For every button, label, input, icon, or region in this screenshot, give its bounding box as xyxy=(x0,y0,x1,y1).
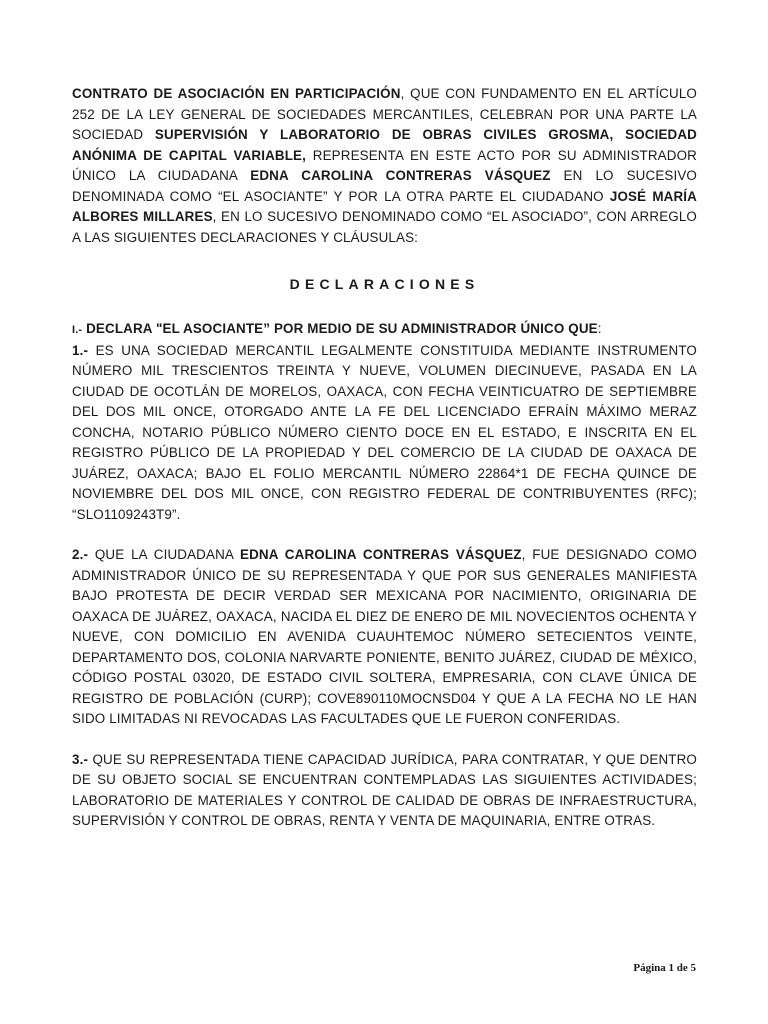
section-heading-declaraciones: DECLARACIONES xyxy=(289,276,480,292)
administrator-name: EDNA CAROLINA CONTRERAS VÁSQUEZ xyxy=(250,168,551,183)
clause-2: 2.- QUE LA CIUDADANA EDNA CAROLINA CONTRERAS VÁSQUEZ, FUE DESIGNADO COMO ADMINISTRADOR ÚNICO DE SU REPRESENTADA Y QUE POR SUS GENERALES MANIFIESTA BAJO PROTESTA DE DECIR VERDAD SER MEXICANA POR NACIMIENTO, ORIGINARIA DE OAXACA DE JUÁREZ, OAXACA, NACIDA EL DIEZ DE ENERO DE MIL NOVECIENTOS OCHENTA Y NUEVE, CON DOMICILIO EN AVENIDA CUAUHTEMOC NÚMERO SETECIENTOS VEINTE, DEPARTAMENTO DOS, COLONIA NARVARTE PONIENTE, BENITO JUÁREZ, CIUDAD DE MÉXICO, CÓDIGO POSTAL 03020, DE ESTADO CIVIL SOLTERA, EMPRESARIA, CON CLAVE ÚNICA DE REGISTRO DE POBLACIÓN (CURP); COVE890110MOCNSD04 Y QUE A LA FECHA NO LE HAN SIDO LIMITADAS NI REVOCADAS LAS FACULTADES QUE LE FUERON CONFERIDAS. xyxy=(72,547,697,726)
document-body xyxy=(72,84,697,832)
associate-name: JOSÉ MARÍA ALBORES MILLARES xyxy=(72,188,697,224)
clause-2-number: 2.- xyxy=(72,547,89,562)
clause-2-text: , FUE DESIGNADO COMO ADMINISTRADOR ÚNICO DE SU REPRESENTADA Y QUE POR SUS GENERALES MANIFIESTA BAJO PROTESTA DE DECIR VERDAD SER MEXICANA POR NACIMIENTO, ORIGINARIA DE OAXACA DE JUÁREZ, OAXACA, NACIDA EL DIEZ DE ENERO DE MIL NOVECIENTOS OCHENTA Y NUEVE, CON DOMICILIO EN AVENIDA CUAUHTEMOC NÚMERO SETECIENTOS VEINTE, DEPARTAMENTO DOS, COLONIA NARVARTE PONIENTE, BENITO JUÁREZ, CIUDAD DE MÉXICO, CÓDIGO POSTAL 03020, DE ESTADO CIVIL SOLTERA, EMPRESARIA, CON CLAVE ÚNICA DE REGISTRO DE POBLACIÓN (CURP); COVE890110MOCNSD04 Y QUE A LA FECHA NO LE HAN SIDO LIMITADAS NI REVOCADAS LAS FACULTADES QUE LE FUERON CONFERIDAS. xyxy=(72,547,697,726)
clause-3 xyxy=(72,750,697,832)
declaration-heading: I.- DECLARA "EL ASOCIANTE” POR MEDIO DE SU ADMINISTRADOR ÚNICO QUE: xyxy=(72,321,602,336)
clause-1 xyxy=(72,341,697,526)
clause-1-text: ES UNA SOCIEDAD MERCANTIL LEGALMENTE CONSTITUIDA MEDIANTE INSTRUMENTO NÚMERO MIL TRESCIENTOS TREINTA Y NUEVE, VOLUMEN DIECINUEVE, PASADA EN LA CIUDAD DE OCOTLÁN DE MORELOS, OAXACA, CON FECHA VEINTICUATRO DE SEPTIEMBRE DEL DOS MIL ONCE, OTORGADO ANTE LA FE DEL LICENCIADO EFRAÍN MÁXIMO MERAZ CONCHA, NOTARIO PÚBLICO NÚMERO CIENTO DOCE EN EL ESTADO, E INSCRITA EN EL REGISTRO PÚBLICO DE LA PROPIEDAD Y DEL COMERCIO DE LA CIUDAD DE OAXACA DE JUÁREZ, OAXACA; BAJO EL FOLIO MERCANTIL NÚMERO 22864*1 DE FECHA QUINCE DE NOVIEMBRE DEL DOS MIL ONCE, CON REGISTRO FEDERAL DE CONTRIBUYENTES (RFC); “SLO1109243T9”. xyxy=(72,342,697,522)
intro-paragraph: CONTRATO DE ASOCIACIÓN EN PARTICIPACIÓN, QUE CON FUNDAMENTO EN EL ARTÍCULO 252 DE LA LEY GENERAL DE SOCIEDADES MERCANTILES, CELEBRAN POR UNA PARTE LA SOCIEDAD SUPERVISIÓN Y LABORATORIO DE OBRAS CIVILES GROSMA, SOCIEDAD ANÓNIMA DE CAPITAL VARIABLE, REPRESENTA EN ESTE ACTO POR SU ADMINISTRADOR ÚNICO LA CIUDADANA EDNA CAROLINA CONTRERAS VÁSQUEZ EN LO SUCESIVO DENOMINADA COMO “EL ASOCIANTE” Y POR LA OTRA PARTE EL CIUDADANO JOSÉ MARÍA ALBORES MILLARES, EN LO SUCESIVO DENOMINADO COMO “EL ASOCIADO”, CON ARREGLO A LAS SIGUIENTES DECLARACIONES Y CLÁUSULAS: xyxy=(72,86,698,245)
clause-2-person-name: EDNA CAROLINA CONTRERAS VÁSQUEZ xyxy=(240,547,522,562)
clause-3-number: 3.- xyxy=(72,751,89,767)
page-number: Página 1 de 5 xyxy=(633,962,696,974)
roman-numeral: I.- xyxy=(72,324,83,336)
clause-1-number: 1.- xyxy=(72,342,89,358)
clause-3-text: QUE SU REPRESENTADA TIENE CAPACIDAD JURÍDICA, PARA CONTRATAR, Y QUE DENTRO DE SU OBJETO SOCIAL SE ENCUENTRAN CONTEMPLADAS LAS SIGUIENTES ACTIVIDADES; LABORATORIO DE MATERIALES Y CONTROL DE CALIDAD DE OBRAS DE INFRAESTRUCTURA, SUPERVISIÓN Y CONTROL DE OBRAS, RENTA Y VENTA DE MAQUINARIA, ENTRE OTRAS. xyxy=(72,751,697,828)
company-name: SUPERVISIÓN Y LABORATORIO DE OBRAS CIVILES GROSMA, SOCIEDAD ANÓNIMA DE CAPITAL VARIABLE, xyxy=(72,127,697,163)
contract-title: CONTRATO DE ASOCIACIÓN EN PARTICIPACIÓN xyxy=(72,86,401,101)
declaration-title: DECLARA "EL ASOCIANTE” POR MEDIO DE SU ADMINISTRADOR ÚNICO QUE xyxy=(82,321,598,336)
